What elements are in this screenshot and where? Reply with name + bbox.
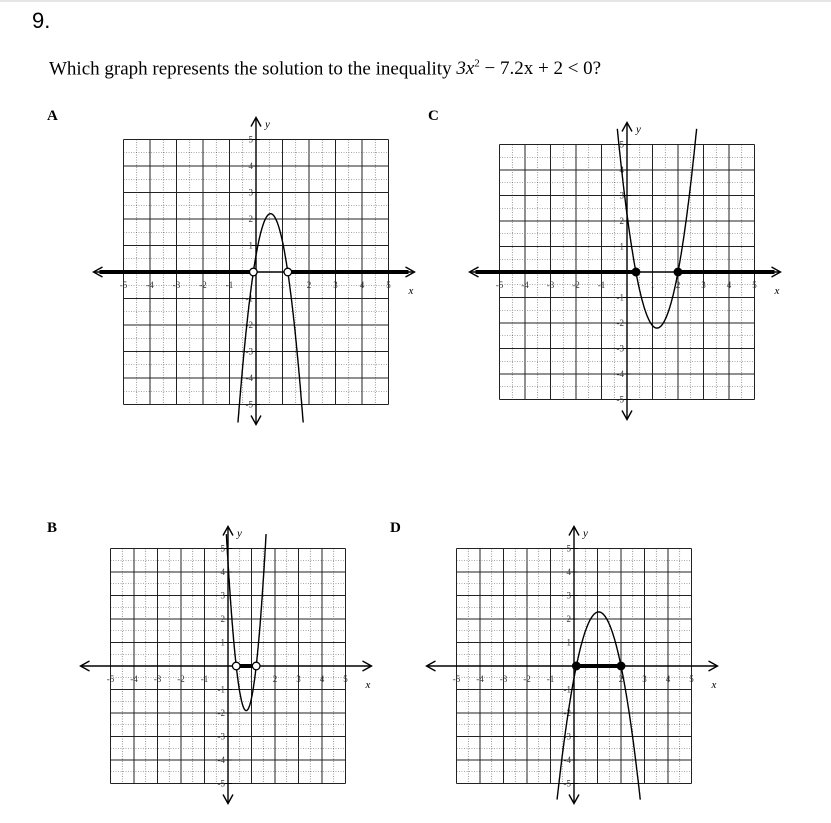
x-tick-label: -1 xyxy=(225,280,234,290)
x-tick-label: -5 xyxy=(495,280,504,290)
graph-d[interactable] xyxy=(425,518,725,818)
question-text xyxy=(49,58,601,80)
x-axis-label: x xyxy=(774,285,780,297)
x-tick-label: 1 xyxy=(595,674,600,684)
y-tick-label: 5 xyxy=(248,134,253,145)
y-tick-label: -4 xyxy=(217,755,225,765)
x-tick-label: -5 xyxy=(106,674,115,684)
x-tick-label: -5 xyxy=(119,280,128,290)
y-tick-label: -3 xyxy=(245,346,253,357)
option-label-b[interactable]: B xyxy=(47,520,58,536)
x-tick-label: 5 xyxy=(343,674,348,684)
x-tick-label: 3 xyxy=(701,280,706,290)
y-tick-label: -1 xyxy=(245,293,253,304)
y-tick-label: -1 xyxy=(217,684,225,695)
x-tick-label: 2 xyxy=(618,674,624,684)
x-axis-label: x xyxy=(408,285,414,297)
y-tick-label: 2 xyxy=(248,214,253,224)
x-tick-label: -3 xyxy=(499,674,508,684)
x-axis-label: x xyxy=(711,679,717,691)
endpoint-marker xyxy=(250,268,258,276)
y-tick-label: -2 xyxy=(616,318,624,328)
x-tick-label: -4 xyxy=(146,280,154,290)
x-tick-label: -2 xyxy=(199,280,207,290)
y-tick-label: -5 xyxy=(245,399,253,410)
option-label-d[interactable]: D xyxy=(390,520,401,536)
question-number: 9. xyxy=(32,8,51,33)
x-tick-label: 3 xyxy=(296,674,301,684)
y-tick-label: 4 xyxy=(248,161,253,171)
y-tick-label: 5 xyxy=(220,543,225,554)
y-tick-label: 1 xyxy=(619,241,624,252)
endpoint-marker xyxy=(232,662,240,670)
x-tick-label: -1 xyxy=(546,674,555,684)
graph-b[interactable] xyxy=(80,518,380,818)
y-tick-label: 2 xyxy=(619,216,624,226)
x-tick-label: 4 xyxy=(319,674,325,684)
x-tick-label: 2 xyxy=(306,280,312,290)
y-tick-label: -4 xyxy=(245,373,253,383)
question-prompt: Which graph represents the solution to the inequality xyxy=(49,58,452,80)
y-axis-label: y xyxy=(237,527,242,540)
x-tick-label: -2 xyxy=(523,674,531,684)
x-tick-label: 3 xyxy=(333,280,338,290)
endpoint-marker xyxy=(674,268,682,276)
x-tick-label: -4 xyxy=(521,280,529,290)
graph-a[interactable] xyxy=(80,102,420,442)
y-tick-label: -2 xyxy=(245,320,253,330)
inequality-expression xyxy=(456,58,601,79)
y-axis-label: y xyxy=(636,123,641,136)
x-tick-label: -3 xyxy=(153,674,162,684)
y-tick-label: -5 xyxy=(616,394,624,405)
y-tick-label: -4 xyxy=(563,755,571,765)
x-tick-label: 2 xyxy=(272,674,278,684)
x-tick-label: 4 xyxy=(665,674,671,684)
y-tick-label: -1 xyxy=(616,292,624,303)
y-tick-label: 1 xyxy=(566,637,571,648)
x-tick-label: -5 xyxy=(452,674,461,684)
y-tick-label: 2 xyxy=(220,614,225,624)
x-tick-label: 1 xyxy=(650,280,655,290)
y-tick-label: 4 xyxy=(619,165,624,175)
y-tick-label: -2 xyxy=(217,708,225,718)
x-axis-label: x xyxy=(365,679,371,691)
y-tick-label: 3 xyxy=(220,590,225,601)
x-tick-label: -2 xyxy=(177,674,185,684)
option-label-c[interactable]: C xyxy=(428,108,439,124)
y-tick-label: -1 xyxy=(563,684,571,695)
x-tick-label: 5 xyxy=(689,674,694,684)
expr-exponent: 2 xyxy=(474,58,480,70)
y-tick-label: -4 xyxy=(616,369,624,379)
x-tick-label: 1 xyxy=(280,280,285,290)
y-tick-label: 5 xyxy=(566,543,571,554)
y-tick-label: -3 xyxy=(616,343,624,354)
x-tick-label: -1 xyxy=(597,280,606,290)
option-label-a[interactable]: A xyxy=(47,108,58,124)
x-tick-label: 2 xyxy=(675,280,681,290)
y-tick-label: 3 xyxy=(619,190,624,201)
y-tick-label: -3 xyxy=(217,731,225,742)
y-tick-label: -5 xyxy=(563,778,571,789)
x-tick-label: -4 xyxy=(130,674,138,684)
endpoint-marker xyxy=(284,268,292,276)
y-tick-label: 3 xyxy=(566,590,571,601)
y-tick-label: -5 xyxy=(217,778,225,789)
y-tick-label: 5 xyxy=(619,139,624,150)
y-tick-label: 1 xyxy=(248,240,253,251)
endpoint-marker xyxy=(252,662,260,670)
x-tick-label: 4 xyxy=(726,280,732,290)
x-tick-label: 4 xyxy=(359,280,365,290)
x-tick-label: -2 xyxy=(572,280,580,290)
y-tick-label: 1 xyxy=(220,637,225,648)
y-tick-label: -3 xyxy=(563,731,571,742)
y-tick-label: -2 xyxy=(563,708,571,718)
x-tick-label: 3 xyxy=(642,674,647,684)
expr-coef: 3x xyxy=(456,58,475,80)
y-tick-label: 4 xyxy=(220,567,225,577)
y-axis-label: y xyxy=(265,118,270,131)
top-border xyxy=(0,0,831,2)
x-tick-label: 5 xyxy=(752,280,757,290)
x-tick-label: 5 xyxy=(386,280,391,290)
x-tick-label: -3 xyxy=(172,280,181,290)
y-axis-label: y xyxy=(583,527,588,540)
graph-c[interactable] xyxy=(455,102,800,442)
parabola-curve xyxy=(226,534,266,711)
x-tick-label: -1 xyxy=(200,674,209,684)
y-tick-label: 4 xyxy=(566,567,571,577)
y-tick-label: 3 xyxy=(248,187,253,198)
endpoint-marker xyxy=(617,662,625,670)
x-tick-label: -3 xyxy=(546,280,555,290)
x-tick-label: -4 xyxy=(476,674,484,684)
parabola-curve xyxy=(617,129,696,328)
endpoint-marker xyxy=(632,268,640,276)
expr-rest: − 7.2x + 2 < 0? xyxy=(479,58,602,80)
endpoint-marker xyxy=(573,662,581,670)
y-tick-label: 2 xyxy=(566,614,571,624)
x-tick-label: 1 xyxy=(249,674,254,684)
